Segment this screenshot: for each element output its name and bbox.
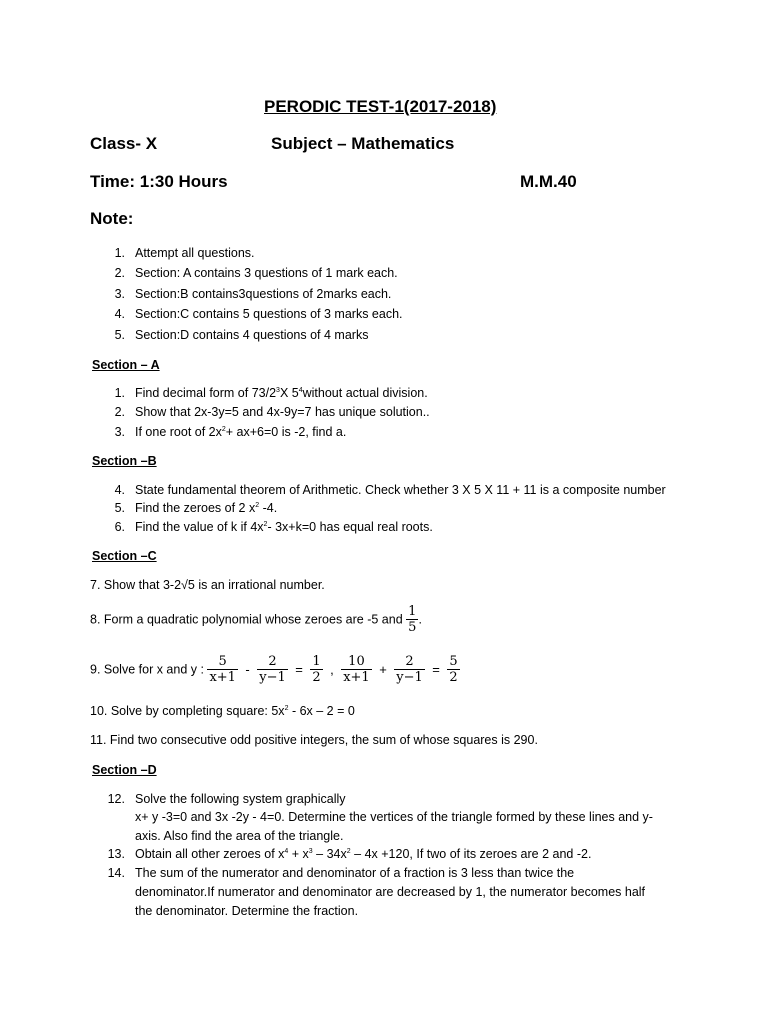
question-11: 11. Find two consecutive odd positive integers, the sum of whose squares is 290. (90, 733, 538, 747)
fraction: $\frac{5}{2}$ (449, 654, 458, 685)
question-4: 4. State fundamental theorem of Arithmetic. Check whether 3 X 5 X 11 + 11 is a composite number (114, 483, 666, 497)
fraction: $\frac{5}{x+1}$ (209, 654, 236, 685)
note-item: 1. Attempt all questions. (114, 246, 255, 260)
question-1: 1. Find decimal form of $73/2^3X$ $5^4without$ actual division. (114, 386, 428, 400)
question-5: 5. Find the zeroes of 2 $x^2$ -4. (114, 501, 278, 515)
class-label: Class- X (90, 134, 158, 153)
question-14: 14. The sum of the numerator and denominator of a fraction is 3 less than twice the (107, 866, 575, 880)
question-8: 8. Form a quadratic polynomial whose zeroes are -5 and $\frac{1}{5}$ . (90, 604, 422, 635)
question-9: 9. Solve for x and y : $\frac{5}{x+1}$ - $\frac{2}{y-1}$ = $\frac{1}{2}$ , $\frac{10}{x+1}$ + $\frac{2}{y-1}$ = $\frac{5}{2}$ (90, 654, 458, 685)
fraction: $\frac{1}{5}$ (408, 604, 417, 635)
note-item: 4. Section:C contains 5 questions of 3 marks each. (114, 307, 403, 321)
note-item: 3. Section:B contains3questions of 2marks each. (114, 287, 392, 301)
max-marks-label: M.M.40 (520, 172, 577, 191)
question-14-line: the denominator. Determine the fraction. (135, 904, 359, 918)
question-12-line: x+ y -3=0 and 3x -2y - 4=0. Determine the vertices of the triangle formed by these lines and y- (135, 810, 653, 824)
question-6: 6. Find the value of k if $4x^2-$ 3x+k=0 has equal real roots. (114, 520, 433, 534)
question-12-line: axis. Also find the area of the triangle. (135, 829, 344, 843)
time-label: Time: 1:30 Hours (90, 172, 228, 191)
note-label: Note: (90, 209, 134, 228)
fraction: $\frac{2}{y-1}$ (396, 654, 423, 685)
question-7: 7. Show that 3-2√5 is an irrational number. (90, 578, 325, 592)
page-title: PERODIC TEST-1(2017-2018) (264, 97, 497, 116)
fraction: $\frac{1}{2}$ (312, 654, 321, 685)
note-item: 2. Section: A contains 3 questions of 1 mark each. (114, 266, 398, 280)
section-b-heading: Section –B (92, 454, 157, 468)
section-d-heading: Section –D (92, 763, 157, 777)
note-item: 5. Section:D contains 4 questions of 4 marks (114, 328, 369, 342)
question-14-line: denominator.If numerator and denominator are decreased by 1, the numerator becomes half (135, 885, 646, 899)
question-12: 12. Solve the following system graphically (107, 792, 346, 806)
subject-label: Subject – Mathematics (271, 134, 455, 153)
question-13: 13. Obtain all other zeroes of $x^4 + x^3 - 34x^2 - 4x +120$, If two of its zeroes are 2 and -2. (107, 847, 592, 861)
question-3: 3. If one root of $2x^2+ ax+6=0$ is -2, find a. (114, 425, 347, 439)
fraction: $\frac{10}{x+1}$ (343, 654, 370, 685)
fraction: $\frac{2}{y-1}$ (259, 654, 286, 685)
question-10: 10. Solve by completing square: $5x^2 - 6x - 2 = 0$ (90, 704, 355, 718)
section-c-heading: Section –C (92, 549, 157, 563)
question-2: 2. Show that 2x-3y=5 and 4x-9y=7 has unique solution.. (114, 405, 430, 419)
section-a-heading: Section – A (92, 358, 160, 372)
